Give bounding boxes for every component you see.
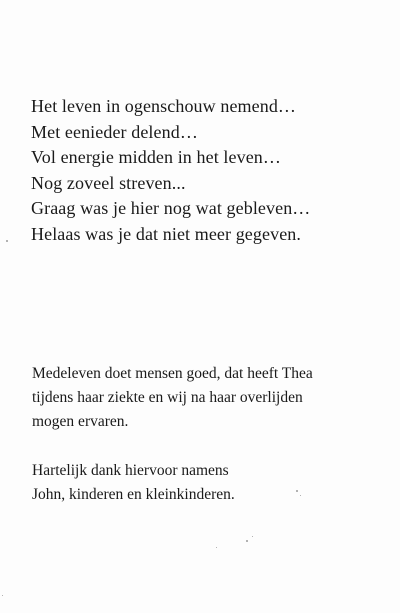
scan-speck <box>216 547 217 548</box>
thanks-line: tijdens haar ziekte en wij na haar overlijden <box>32 389 303 406</box>
thanks-line: Medeleven doet mensen goed, dat heeft Thea <box>32 365 313 382</box>
paragraph-gap <box>32 434 392 459</box>
poem-line: Het leven in ogenschouw nemend… <box>31 96 297 116</box>
thanks-message <box>32 362 392 507</box>
scan-speck <box>300 495 301 496</box>
thanks-line: mogen ervaren. <box>32 413 129 430</box>
scan-speck <box>2 595 3 596</box>
poem-line: Graag was je hier nog wat gebleven… <box>31 198 311 219</box>
scan-speck <box>246 540 248 542</box>
poem-line: Nog zoveel streven... <box>31 172 186 193</box>
thanks-line: Hartelijk dank hiervoor namens <box>32 462 229 479</box>
poem <box>31 94 391 248</box>
scan-speck <box>296 490 298 492</box>
poem-line: Helaas was je dat niet meer gegeven. <box>31 223 301 244</box>
thanks-line: John, kinderen en kleinkinderen. <box>32 486 235 503</box>
scan-speck <box>252 536 253 537</box>
poem-line: Vol energie midden in het leven… <box>31 147 281 168</box>
poem-line: Met eenieder delend… <box>31 121 198 142</box>
scan-speck <box>6 240 8 242</box>
